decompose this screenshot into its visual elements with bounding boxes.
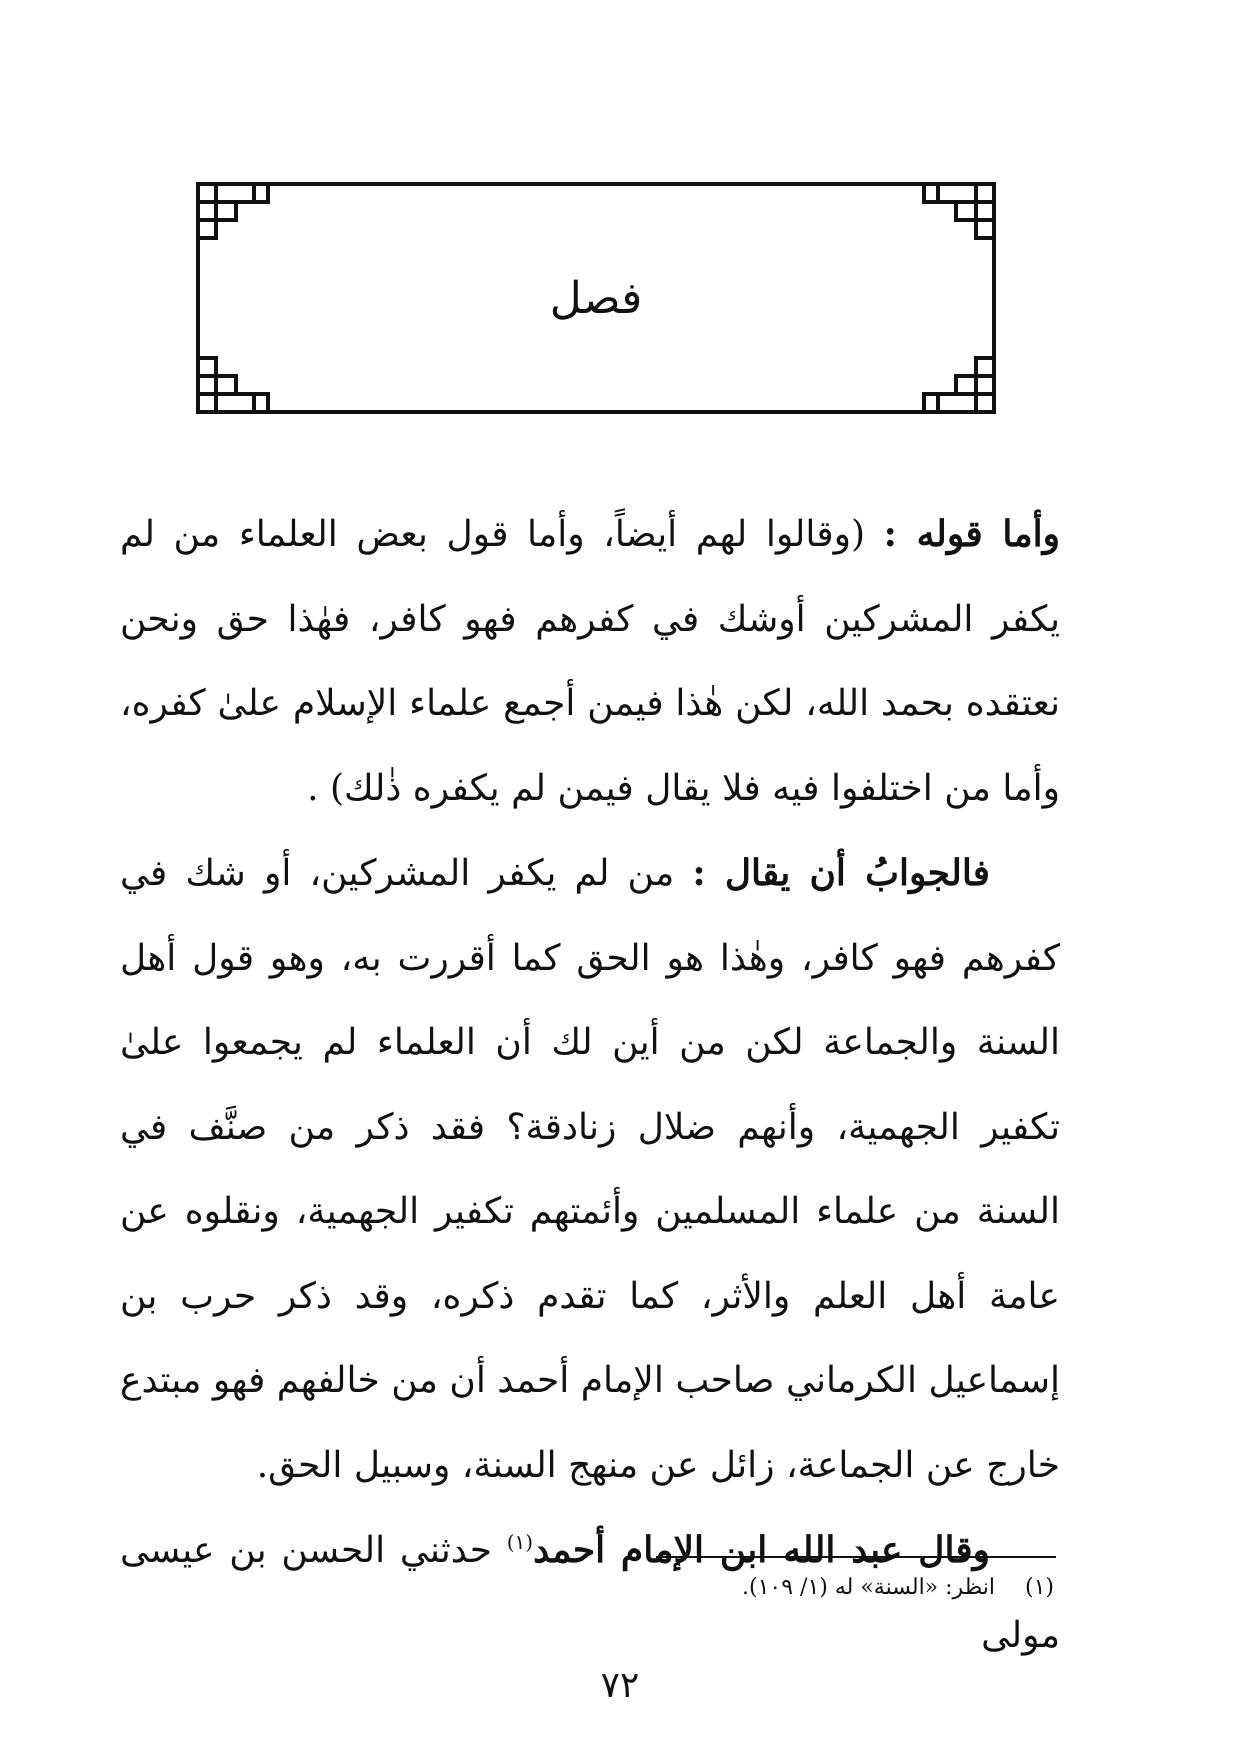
footnote-number: (١): [1024, 1575, 1054, 1600]
paragraph-2: [120, 831, 1060, 1508]
footnote-text: انظر: «السنة» له (١/ ١٠٩).: [742, 1575, 995, 1600]
paragraph-3-lead: وقال عبد الله ابن الإمام أحمد: [533, 1529, 991, 1571]
section-title: فصل: [549, 272, 643, 324]
body-text: [120, 492, 1060, 1678]
paragraph-3-text: حدثني الحسن بن عيسى مولى: [120, 1530, 1060, 1656]
paragraph-2-lead: فالجوابُ أن يقال :: [692, 852, 991, 894]
footnote-reference-marker[interactable]: (١): [506, 1530, 534, 1554]
paragraph-1-lead: وأما قوله :: [883, 513, 1060, 555]
footnote-separator: [656, 1556, 1056, 1558]
paragraph-1-text: (وقالوا لهم أيضاً، وأما قول بعض العلماء من لم يكفر المشركين أوشك في كفرهم فهو كافر، فهٰذا حق ونحن نعتقده بحمد الله، لكن هٰذا فيمن أجمع علماء الإسلام علىٰ كفره، وأما من اختلفوا فيه فلا يقال فيمن لم يكفره ذٰلك) .: [120, 514, 1060, 809]
paragraph-1: [120, 492, 1060, 831]
paragraph-2-text: من لم يكفر المشركين، أو شك في كفرهم فهو كافر، وهٰذا هو الحق كما أقررت به، وهو قول أهل السنة والجماعة لكن من أين لك أن العلماء لم يجمعوا علىٰ تكفير الجهمية، وأنهم ضلال زنادقة؟ فقد ذكر من صنَّف في السنة من علماء المسلمين وأئمتهم تكفير الجهمية، ونقلوه عن عامة أهل العلم والأثر، كما تقدم ذكره، وقد ذكر حرب بن إسماعيل الكرماني صاحب الإمام أحمد أن من خالفهم فهو مبتدع خارج عن الجماعة، زائل عن منهج السنة، وسبيل الحق.: [120, 853, 1060, 1486]
page-number: ٧٢: [600, 1665, 640, 1706]
footnote: [254, 1568, 1054, 1608]
